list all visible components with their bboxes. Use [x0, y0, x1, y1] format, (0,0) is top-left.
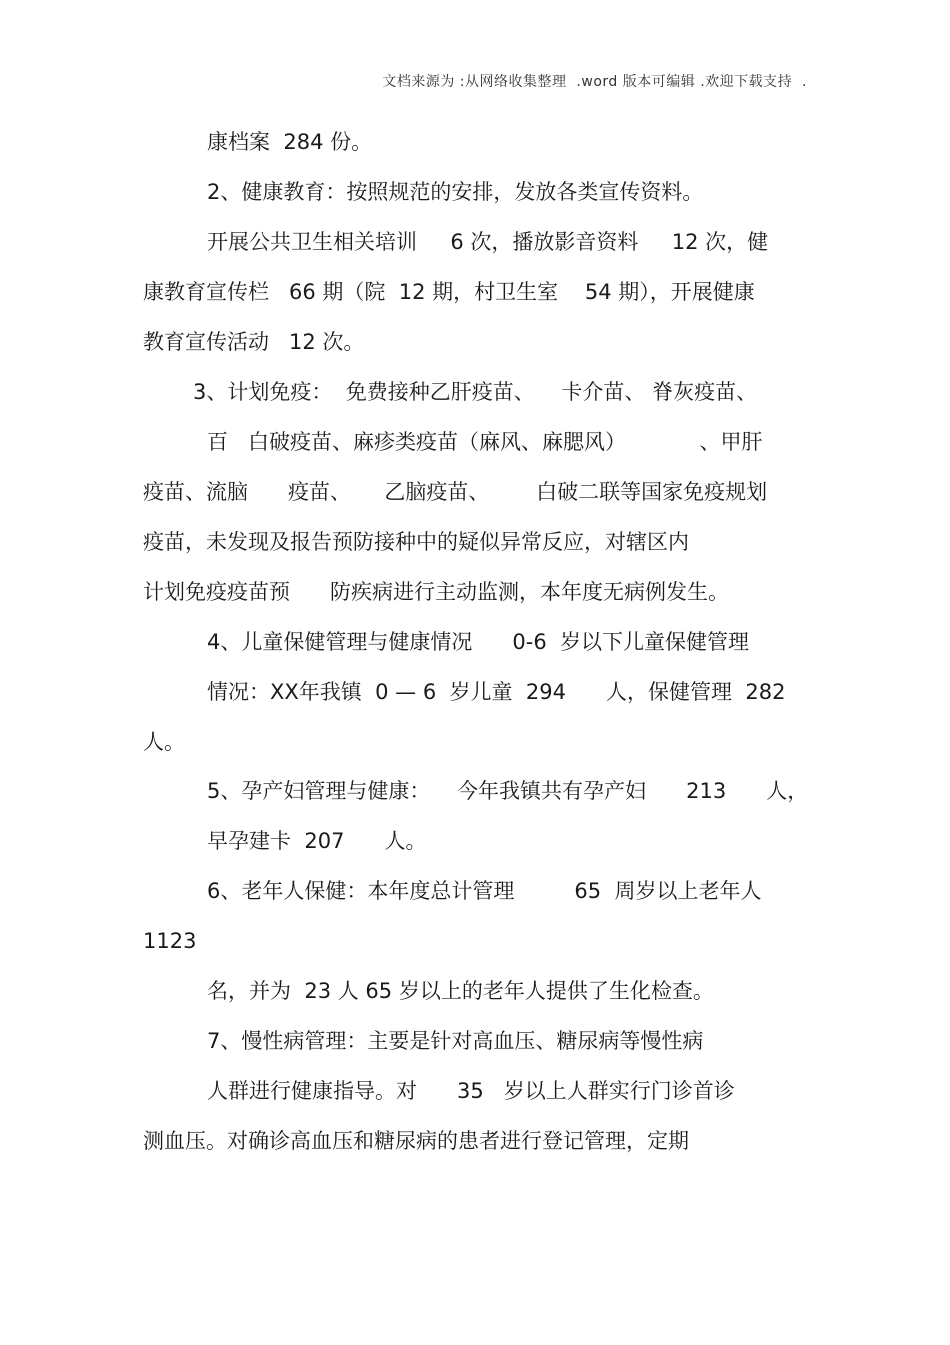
text-line: 计划免疫疫苗预 防疾病进行主动监测，本年度无病例发生。: [143, 580, 730, 604]
text-line: 3、计划免疫： 免费接种乙肝疫苗、 卡介苗、 脊灰疫苗、: [193, 380, 758, 404]
text-line: 康档案 284 份。: [207, 130, 373, 154]
text-line: 开展公共卫生相关培训 6 次，播放影音资料 12 次，健: [207, 230, 769, 254]
text-line: 疫苗、流脑 疫苗、 乙脑疫苗、 白破二联等国家免疫规划: [143, 480, 768, 504]
text-line: 教育宣传活动 12 次。: [143, 330, 365, 354]
text-line: 早孕建卡 207 人。: [207, 829, 427, 853]
text-line: 5、孕产妇管理与健康： 今年我镇共有孕产妇 213 人，: [207, 779, 809, 803]
text-line: 6、老年人保健：本年度总计管理 65 周岁以上老年人: [207, 879, 762, 903]
source-note: 文档来源为 :从网络收集整理 .word 版本可编辑 .欢迎下载支持 .: [382, 74, 807, 90]
text-line: 人群进行健康指导。对 35 岁以上人群实行门诊首诊: [207, 1079, 735, 1103]
text-line: 康教育宣传栏 66 期（院 12 期，村卫生室 54 期），开展健康: [143, 280, 755, 304]
text-line: 百 白破疫苗、麻疹类疫苗（麻风、麻腮风） 、甲肝: [207, 430, 763, 454]
text-line: 人。: [143, 730, 185, 754]
text-line: 疫苗，未发现及报告预防接种中的疑似异常反应，对辖区内: [143, 530, 689, 554]
text-line: 名，并为 23 人 65 岁以上的老年人提供了生化检查。: [207, 979, 714, 1003]
text-line: 2、健康教育：按照规范的安排，发放各类宣传资料。: [207, 180, 704, 204]
text-line: 7、慢性病管理：主要是针对高血压、糖尿病等慢性病: [207, 1029, 704, 1053]
text-line: 测血压。对确诊高血压和糖尿病的患者进行登记管理，定期: [143, 1129, 689, 1153]
text-line: 4、儿童保健管理与健康情况 0-6 岁以下儿童保健管理: [207, 630, 750, 654]
text-line: 1123: [143, 929, 197, 953]
text-line: 情况：XX年我镇 0 — 6 岁儿童 294 人，保健管理 282: [207, 680, 786, 704]
